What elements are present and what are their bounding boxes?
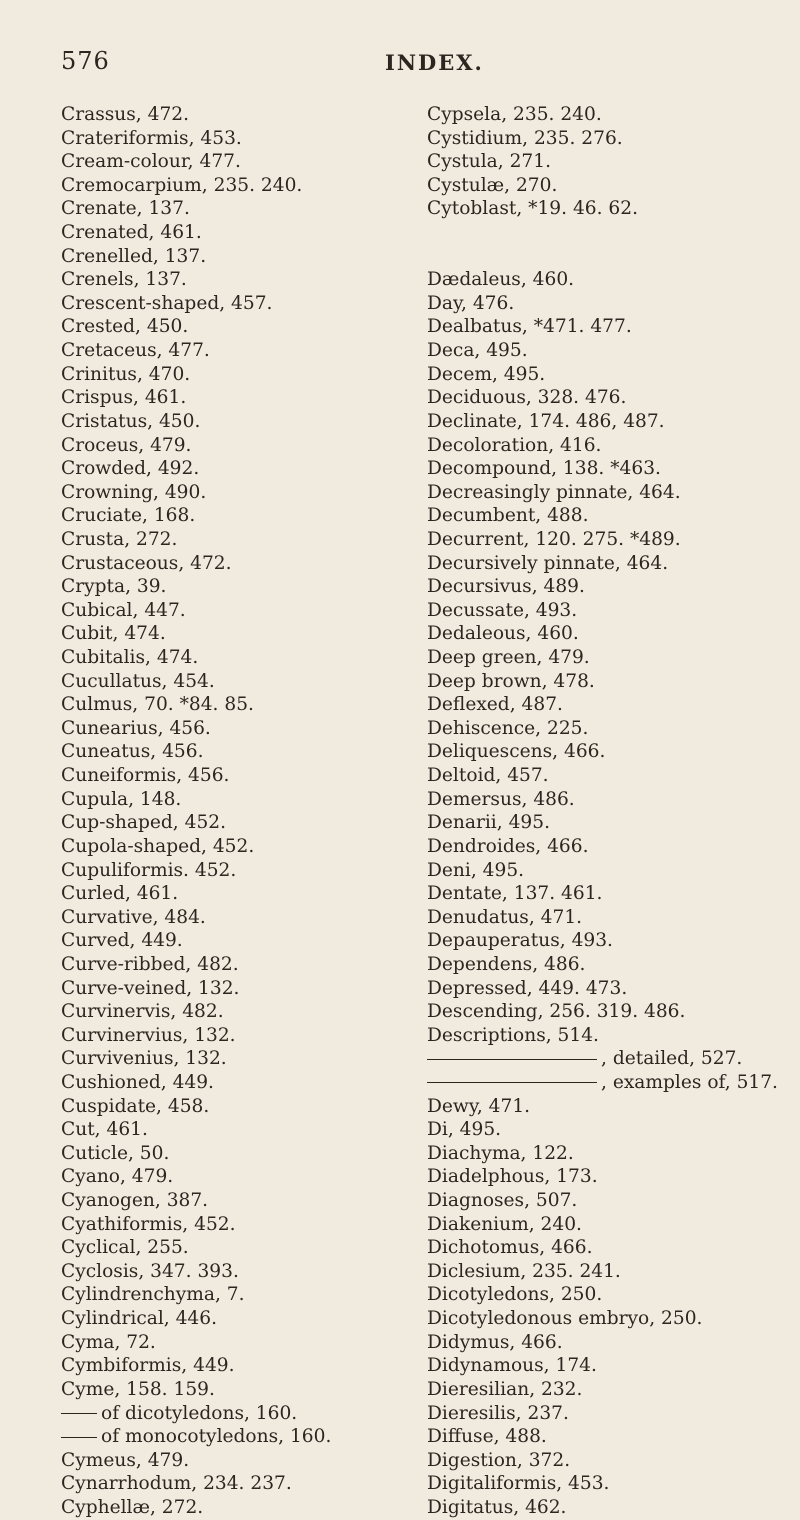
index-entry: Croceus, 479. <box>61 434 192 456</box>
index-entry: Denarii, 495. <box>427 812 550 834</box>
index-entry: Depauperatus, 493. <box>427 930 613 952</box>
index-entry: Curved, 449. <box>61 930 183 952</box>
index-entry: Cuneiformis, 456. <box>61 765 230 787</box>
index-entry: Cytoblast, *19. 46. 62. <box>427 198 638 220</box>
index-entry: Di, 495. <box>427 1119 502 1141</box>
index-entry: Dependens, 486. <box>427 953 586 975</box>
index-entry: Crateriformis, 453. <box>61 127 242 149</box>
index-entry: Dædaleus, 460. <box>427 269 575 291</box>
index-entry: Deep green, 479. <box>427 647 590 669</box>
index-entry: Diffuse, 488. <box>427 1426 547 1448</box>
index-entry: Dichotomus, 466. <box>427 1237 593 1259</box>
index-entry: Didynamous, 174. <box>427 1355 597 1377</box>
index-entry: Cymbiformis, 449. <box>61 1355 235 1377</box>
index-entry: Cretaceus, 477. <box>61 340 210 362</box>
index-entry: Cynarrhodum, 234. 237. <box>61 1473 292 1495</box>
index-entry: Decursively pinnate, 464. <box>427 552 669 574</box>
index-entry: Cyano, 479. <box>61 1166 174 1188</box>
index-entry: Cupula, 148. <box>61 788 182 810</box>
index-entry: Decursivus, 489. <box>427 576 585 598</box>
index-entry: Crispus, 461. <box>61 387 187 409</box>
index-entry: Decumbent, 488. <box>427 505 589 527</box>
index-entry: Deciduous, 328. 476. <box>427 387 627 409</box>
index-entry: Cucullatus, 454. <box>61 670 215 692</box>
index-entry: Dewy, 471. <box>427 1095 531 1117</box>
index-entry: Diachyma, 122. <box>427 1142 574 1164</box>
index-entry: Culmus, 70. *84. 85. <box>61 694 254 716</box>
index-entry: Dendroides, 466. <box>427 835 589 857</box>
index-entry: Cuspidate, 458. <box>61 1095 210 1117</box>
index-entry: Decussate, 493. <box>427 599 578 621</box>
index-entry: Cyanogen, 387. <box>61 1190 209 1212</box>
index-entry: Crowning, 490. <box>61 481 207 503</box>
index-entry: Cremocarpium, 235. 240. <box>61 174 303 196</box>
index-entry: Deep brown, 478. <box>427 670 595 692</box>
index-entry: Crowded, 492. <box>61 458 200 480</box>
ditto-rule <box>427 1059 597 1060</box>
index-entry: Crypta, 39. <box>61 576 167 598</box>
index-entry: Cystula, 271. <box>427 151 551 173</box>
index-entry: Cut, 461. <box>61 1119 148 1141</box>
index-entry: Cyclosis, 347. 393. <box>61 1260 239 1282</box>
index-entry: Curled, 461. <box>61 883 179 905</box>
index-entry: Crinitus, 470. <box>61 363 191 385</box>
index-entry: Crassus, 472. <box>61 104 190 125</box>
index-entry: Dicotyledons, 250. <box>427 1284 603 1306</box>
index-column-right <box>427 103 778 1520</box>
index-entry: Diadelphous, 173. <box>427 1166 598 1188</box>
index-entry: Cuneatus, 456. <box>61 741 204 763</box>
index-entry: Cubit, 474. <box>61 623 166 645</box>
index-entry: Cristatus, 450. <box>61 410 201 432</box>
index-entry: Decompound, 138. *463. <box>427 458 661 480</box>
index-entry: Curvinervius, 132. <box>61 1024 236 1046</box>
index-entry: Crested, 450. <box>61 316 189 338</box>
index-entry: Cylindrical, 446. <box>61 1308 218 1330</box>
index-subentry: of monocotyledons, 160. <box>61 1425 331 1449</box>
index-entry: Digitaliformis, 453. <box>427 1473 610 1495</box>
letter-break <box>427 221 778 245</box>
page-number: 576 <box>61 47 110 75</box>
ditto-rule <box>61 1413 97 1414</box>
index-entry: Demersus, 486. <box>427 788 575 810</box>
index-entry: Dentate, 137. 461. <box>427 883 603 905</box>
index-entry: Digestion, 372. <box>427 1449 571 1471</box>
index-column-left <box>61 103 331 1520</box>
index-entry: Crusta, 272. <box>61 528 178 550</box>
index-entry: Curve-ribbed, 482. <box>61 953 239 975</box>
index-entry: Curve-veined, 132. <box>61 977 240 999</box>
index-entry: Cunearius, 456. <box>61 717 211 739</box>
index-entry: Decurrent, 120. 275. *489. <box>427 528 681 550</box>
index-entry: Crenate, 137. <box>61 198 190 220</box>
index-entry: Dealbatus, *471. 477. <box>427 316 632 338</box>
index-entry: Decreasingly pinnate, 464. <box>427 481 681 503</box>
index-entry: Cuticle, 50. <box>61 1142 170 1164</box>
index-entry: Curvinervis, 482. <box>61 1001 224 1023</box>
index-entry: Deliquescens, 466. <box>427 741 606 763</box>
index-entry: Dieresilis, 237. <box>427 1402 569 1424</box>
index-entry: Cystulæ, 270. <box>427 174 558 196</box>
index-entry: Diagnoses, 507. <box>427 1190 578 1212</box>
index-entry: Dehiscence, 225. <box>427 717 589 739</box>
index-entry: Descriptions, 514. <box>427 1024 599 1046</box>
index-entry: Deltoid, 457. <box>427 765 549 787</box>
index-entry: Cystidium, 235. 276. <box>427 127 623 149</box>
running-head: INDEX. <box>385 50 484 75</box>
index-entry: Diakenium, 240. <box>427 1213 582 1235</box>
index-entry: Descending, 256. 319. 486. <box>427 1001 686 1023</box>
index-entry: Depressed, 449. 473. <box>427 977 628 999</box>
index-entry: Cupuliformis. 452. <box>61 859 237 881</box>
index-entry: Dieresilian, 232. <box>427 1378 583 1400</box>
index-entry: Cyphellæ, 272. <box>61 1496 204 1518</box>
index-entry: Decoloration, 416. <box>427 434 602 456</box>
index-entry: Cruciate, 168. <box>61 505 196 527</box>
index-entry: Declinate, 174. 486, 487. <box>427 410 665 432</box>
index-entry: Deca, 495. <box>427 340 528 362</box>
index-subentry: of dicotyledons, 160. <box>61 1402 331 1426</box>
index-entry: Decem, 495. <box>427 363 546 385</box>
index-entry: Cyclical, 255. <box>61 1237 189 1259</box>
index-entry: Cubical, 447. <box>61 599 186 621</box>
index-entry: Deflexed, 487. <box>427 694 563 716</box>
index-entry: Crenels, 137. <box>61 269 187 291</box>
index-entry: Didymus, 466. <box>427 1331 563 1353</box>
index-entry: Diclesium, 235. 241. <box>427 1260 621 1282</box>
index-entry: Cupola-shaped, 452. <box>61 835 255 857</box>
index-entry: Day, 476. <box>427 292 515 314</box>
index-entry: Cyme, 158. 159. <box>61 1378 215 1400</box>
index-entry: Crescent-shaped, 457. <box>61 292 273 314</box>
index-entry: Dicotyledonous embryo, 250. <box>427 1308 703 1330</box>
ditto-rule <box>427 1082 597 1083</box>
index-entry: Crustaceous, 472. <box>61 552 232 574</box>
index-entry: Cream-colour, 477. <box>61 151 241 173</box>
index-entry: Cup-shaped, 452. <box>61 812 227 834</box>
index-entry: Curvative, 484. <box>61 906 206 928</box>
index-entry: Digitatus, 462. <box>427 1496 567 1518</box>
index-entry: Cyma, 72. <box>61 1331 156 1353</box>
index-entry: Crenelled, 137. <box>61 245 207 267</box>
index-entry: Cushioned, 449. <box>61 1071 214 1093</box>
index-entry: Curvivenius, 132. <box>61 1048 227 1070</box>
index-entry: Cymeus, 479. <box>61 1449 190 1471</box>
ditto-rule <box>61 1437 97 1438</box>
index-entry: Cypsela, 235. 240. <box>427 104 602 125</box>
letter-break <box>427 245 778 269</box>
index-entry: Denudatus, 471. <box>427 906 583 928</box>
index-entry: Cyathiformis, 452. <box>61 1213 236 1235</box>
index-subentry: , detailed, 527. <box>427 1047 778 1071</box>
index-entry: Deni, 495. <box>427 859 525 881</box>
index-subentry: , examples of, 517. <box>427 1071 778 1095</box>
index-entry: Dedaleous, 460. <box>427 623 579 645</box>
index-entry: Cylindrenchyma, 7. <box>61 1284 245 1306</box>
index-entry: Crenated, 461. <box>61 222 202 244</box>
index-entry: Cubitalis, 474. <box>61 647 199 669</box>
